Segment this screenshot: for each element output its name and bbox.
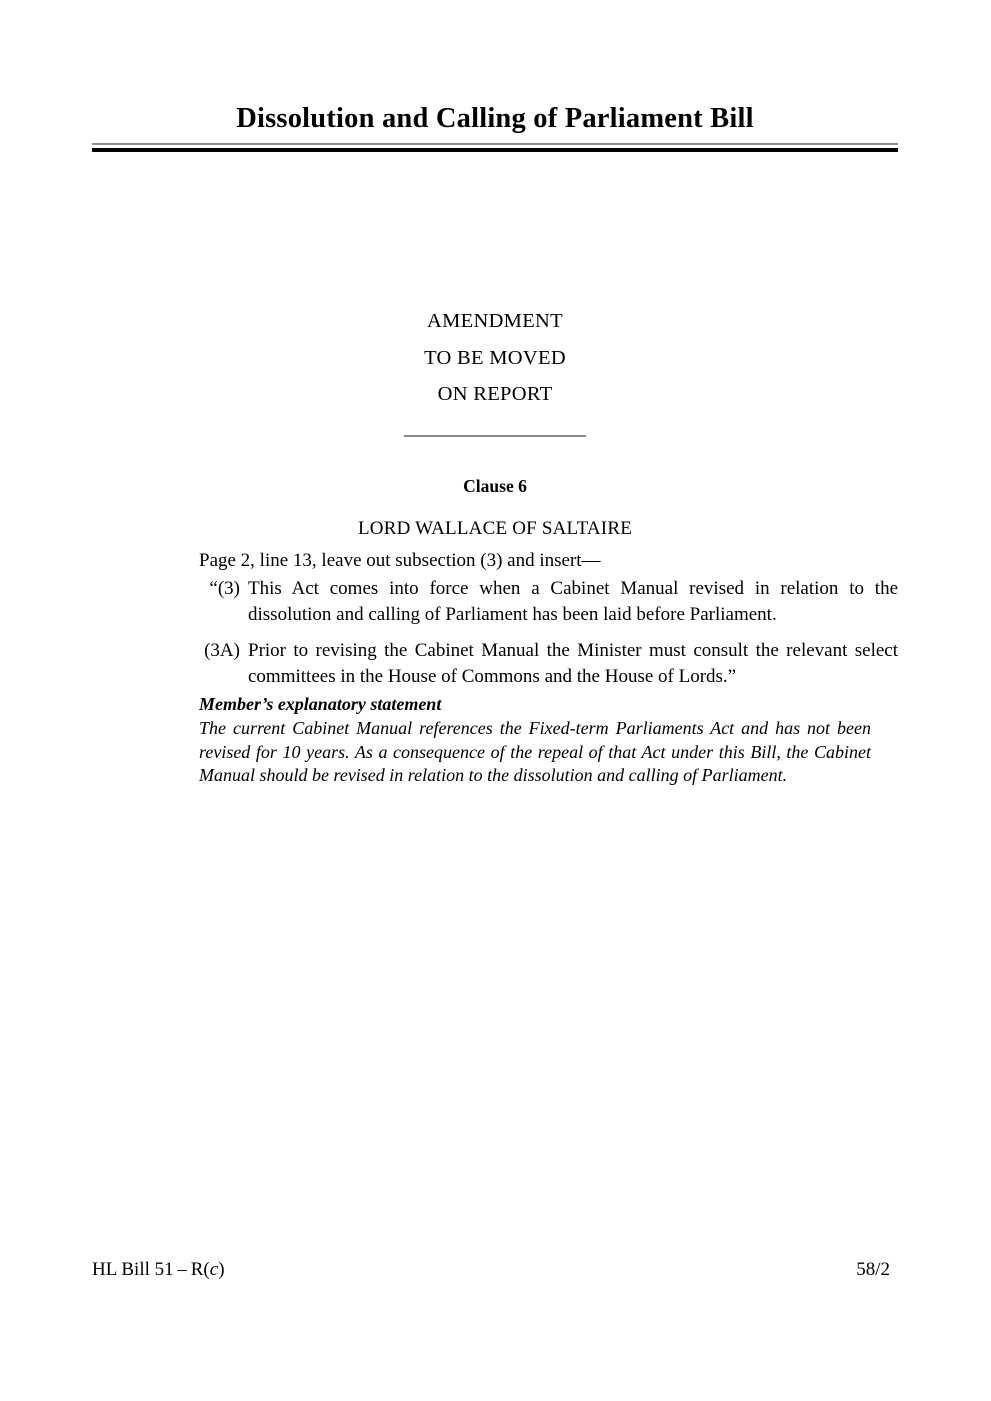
amendment-lead-in: Page 2, line 13, leave out subsection (3) and insert— (199, 550, 601, 571)
member-name: LORD WALLACE OF SALTAIRE (357, 518, 633, 539)
explanatory-statement-body: The current Cabinet Manual references the Fixed-term Parliaments Act and has not been revised for 10 years. As a consequence of the repeal of that Act under this Bill, the Cabinet Manual should be revised in relation to the dissolution and calling of Parliament. (199, 718, 871, 785)
amendment-item (199, 638, 898, 689)
page-footer (92, 1259, 890, 1281)
heading-line-on-report: ON REPORT (437, 383, 553, 405)
header-rule-thick (92, 148, 898, 152)
bill-reference-revision-letter: c (209, 1259, 219, 1280)
amendment-marker: (3A) (204, 640, 240, 661)
amendment-text: This Act comes into force when a Cabinet Manual revised in relation to the dissolution and calling of Parliament has been laid before Parliament. (248, 578, 898, 625)
heading-line-to-be-moved: TO BE MOVED (424, 346, 566, 369)
amendment-text: Prior to revising the Cabinet Manual the Minister must consult the relevant select committees in the House of Commons and the House of Lords.” (248, 640, 898, 687)
page-title: Dissolution and Calling of Parliament Bill (236, 103, 754, 134)
amendment-list (199, 576, 898, 700)
bill-reference-suffix: ) (218, 1259, 225, 1280)
amendment-item (199, 576, 898, 627)
header-divider (92, 143, 898, 152)
bill-reference (92, 1259, 225, 1281)
section-divider-rule (404, 435, 586, 437)
clause-heading: Clause 6 (463, 476, 527, 496)
heading-line-amendment: AMENDMENT (427, 310, 563, 332)
explanatory-statement (199, 692, 871, 788)
section-divider (92, 435, 898, 437)
amendment-marker: “(3) (209, 578, 240, 599)
amendment-heading-block (92, 303, 898, 437)
explanatory-statement-heading: Member’s explanatory statement (199, 694, 442, 714)
page-number: 58/2 (856, 1259, 890, 1280)
bill-reference-prefix: HL Bill 51 – R( (92, 1259, 210, 1280)
